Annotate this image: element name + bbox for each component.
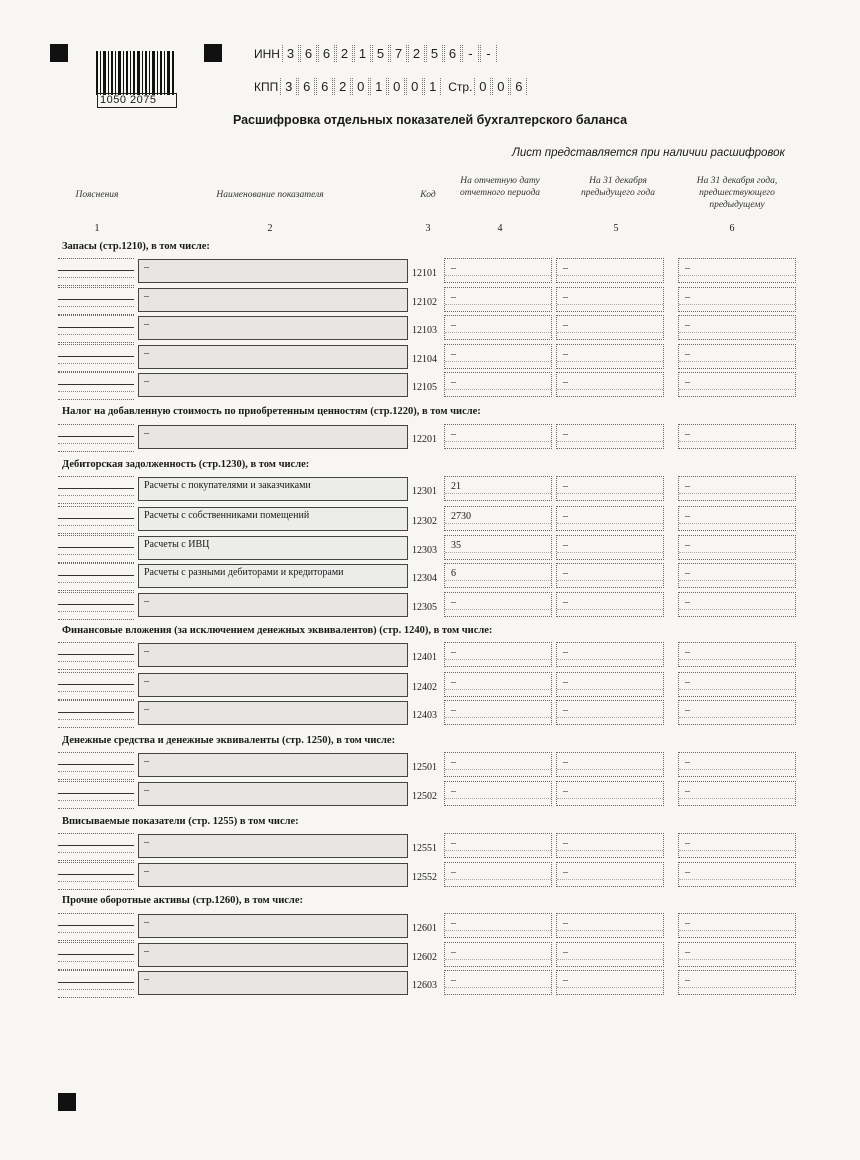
value-current[interactable]: –: [444, 700, 552, 725]
col-num-1: 1: [94, 223, 100, 234]
explanation-field[interactable]: [58, 535, 134, 563]
value-pre-prev-year[interactable]: –: [678, 672, 796, 697]
value-pre-prev-year[interactable]: –: [678, 700, 796, 725]
value-pre-prev-year[interactable]: –: [678, 372, 796, 397]
table-row: [58, 476, 798, 504]
explanation-field[interactable]: [58, 862, 134, 890]
value-pre-prev-year[interactable]: –: [678, 535, 796, 560]
table-row: [58, 563, 798, 591]
table-row: [58, 862, 798, 890]
row-code: 12501: [412, 762, 437, 773]
value-prev-year[interactable]: –: [556, 592, 664, 617]
value-pre-prev-year[interactable]: –: [678, 942, 796, 967]
table-row: [58, 592, 798, 620]
digit-cell: 0: [388, 78, 405, 95]
value-prev-year[interactable]: –: [556, 563, 664, 588]
table-row: [58, 970, 798, 998]
digit-cell: 3: [282, 45, 299, 62]
table-row: [58, 315, 798, 343]
value-prev-year[interactable]: –: [556, 642, 664, 667]
value-current[interactable]: –: [444, 315, 552, 340]
digit-cell: 5: [372, 45, 389, 62]
digit-cell: 1: [424, 78, 441, 95]
section-title: Запасы (стр.1210), в том числе:: [62, 241, 210, 252]
value-current[interactable]: 2730: [444, 506, 552, 531]
row-code: 12305: [412, 602, 437, 613]
value-current[interactable]: 21: [444, 476, 552, 501]
indicator-name[interactable]: Расчеты с ИВЦ: [138, 536, 408, 560]
indicator-name[interactable]: –: [138, 593, 408, 617]
table-row: [58, 781, 798, 809]
digit-cell: 6: [316, 78, 333, 95]
table-row: [58, 672, 798, 700]
explanation-field[interactable]: [58, 942, 134, 970]
row-code: 12201: [412, 434, 437, 445]
digit-cell: 0: [474, 78, 491, 95]
row-code: 12602: [412, 952, 437, 963]
explanation-field[interactable]: [58, 424, 134, 452]
digit-cell: 7: [390, 45, 407, 62]
explanation-field[interactable]: [58, 970, 134, 998]
indicator-name[interactable]: –: [138, 673, 408, 697]
value-prev-year[interactable]: –: [556, 258, 664, 283]
digit-cell: -: [462, 45, 479, 62]
table-row: [58, 913, 798, 941]
value-pre-prev-year[interactable]: –: [678, 344, 796, 369]
value-prev-year[interactable]: –: [556, 913, 664, 938]
row-code: 12101: [412, 268, 437, 279]
value-current[interactable]: –: [444, 344, 552, 369]
value-prev-year[interactable]: –: [556, 506, 664, 531]
value-pre-prev-year[interactable]: –: [678, 833, 796, 858]
value-current[interactable]: 35: [444, 535, 552, 560]
sheet-note: Лист представляется при наличии расшифровок: [512, 147, 785, 159]
value-current[interactable]: –: [444, 752, 552, 777]
value-pre-prev-year[interactable]: –: [678, 424, 796, 449]
digit-cell: -: [480, 45, 497, 62]
value-prev-year[interactable]: –: [556, 344, 664, 369]
indicator-name[interactable]: –: [138, 288, 408, 312]
value-pre-prev-year[interactable]: –: [678, 563, 796, 588]
indicator-name[interactable]: –: [138, 701, 408, 725]
digit-cell: 3: [280, 78, 297, 95]
digit-cell: 6: [298, 78, 315, 95]
page-label: Стр.: [448, 79, 473, 94]
page-digits: [474, 78, 528, 95]
row-code: 12552: [412, 872, 437, 883]
value-prev-year[interactable]: –: [556, 970, 664, 995]
value-prev-year[interactable]: –: [556, 535, 664, 560]
indicator-name[interactable]: –: [138, 425, 408, 449]
row-code: 12304: [412, 573, 437, 584]
section-title: Финансовые вложения (за исключением денежных эквивалентов) (стр. 1240), в том числе:: [62, 625, 493, 636]
explanation-field[interactable]: [58, 344, 134, 372]
page-title: Расшифровка отдельных показателей бухгалтерского баланса: [232, 113, 628, 127]
table-row: [58, 752, 798, 780]
indicator-name[interactable]: –: [138, 345, 408, 369]
explanation-field[interactable]: [58, 287, 134, 315]
corner-marker-bottom-left: [58, 1093, 76, 1111]
digit-cell: 2: [336, 45, 353, 62]
value-prev-year[interactable]: –: [556, 424, 664, 449]
value-pre-prev-year[interactable]: –: [678, 506, 796, 531]
value-pre-prev-year[interactable]: –: [678, 592, 796, 617]
row-code: 12401: [412, 652, 437, 663]
value-current[interactable]: –: [444, 942, 552, 967]
table-row: [58, 424, 798, 452]
explanation-field[interactable]: [58, 372, 134, 400]
value-pre-prev-year[interactable]: –: [678, 862, 796, 887]
explanation-field[interactable]: [58, 258, 134, 286]
row-code: 12104: [412, 354, 437, 365]
row-code: 12502: [412, 791, 437, 802]
value-current[interactable]: –: [444, 258, 552, 283]
indicator-name[interactable]: –: [138, 863, 408, 887]
digit-cell: 1: [370, 78, 387, 95]
value-prev-year[interactable]: –: [556, 862, 664, 887]
explanation-field[interactable]: [58, 913, 134, 941]
digit-cell: 6: [444, 45, 461, 62]
digit-cell: 6: [318, 45, 335, 62]
kpp-row: [254, 78, 528, 95]
value-pre-prev-year[interactable]: –: [678, 315, 796, 340]
digit-cell: 5: [426, 45, 443, 62]
value-current[interactable]: –: [444, 592, 552, 617]
corner-marker-top-left: [50, 44, 68, 62]
table-row: [58, 642, 798, 670]
table-row: [58, 287, 798, 315]
inn-row: [254, 45, 498, 62]
section-title: Вписываемые показатели (стр. 1255) в том числе:: [62, 816, 299, 827]
inn-label: ИНН: [254, 46, 280, 61]
table-row: [58, 372, 798, 400]
indicator-name[interactable]: –: [138, 316, 408, 340]
explanation-field[interactable]: [58, 833, 134, 861]
value-current[interactable]: –: [444, 781, 552, 806]
table-row: [58, 258, 798, 286]
indicator-name[interactable]: –: [138, 914, 408, 938]
inn-digits: [282, 45, 498, 62]
col-num-4: 4: [497, 223, 503, 234]
indicator-name[interactable]: –: [138, 943, 408, 967]
explanation-field[interactable]: [58, 476, 134, 504]
col-num-2: 2: [267, 223, 273, 234]
value-current[interactable]: –: [444, 970, 552, 995]
col-header-pre-prev-year: На 31 декабря года, предшествующего предыдущему: [696, 176, 778, 210]
digit-cell: 6: [300, 45, 317, 62]
indicator-name[interactable]: –: [138, 373, 408, 397]
row-code: 12551: [412, 843, 437, 854]
indicator-name[interactable]: –: [138, 834, 408, 858]
row-code: 12603: [412, 980, 437, 991]
row-code: 12103: [412, 325, 437, 336]
row-code: 12402: [412, 682, 437, 693]
value-current[interactable]: 6: [444, 563, 552, 588]
value-current[interactable]: –: [444, 833, 552, 858]
digit-cell: 0: [492, 78, 509, 95]
explanation-field[interactable]: [58, 506, 134, 534]
value-prev-year[interactable]: –: [556, 476, 664, 501]
value-pre-prev-year[interactable]: –: [678, 781, 796, 806]
value-prev-year[interactable]: –: [556, 833, 664, 858]
section-title: Дебиторская задолженность (стр.1230), в том числе:: [62, 459, 310, 470]
indicator-name[interactable]: Расчеты с покупателями и заказчиками: [138, 477, 408, 501]
col-header-name: Наименование показателя: [216, 190, 324, 200]
digit-cell: 2: [408, 45, 425, 62]
indicator-name[interactable]: –: [138, 643, 408, 667]
barcode: [96, 48, 176, 98]
value-current[interactable]: –: [444, 642, 552, 667]
value-current[interactable]: –: [444, 913, 552, 938]
indicator-name[interactable]: –: [138, 971, 408, 995]
value-prev-year[interactable]: –: [556, 287, 664, 312]
col-num-5: 5: [613, 223, 619, 234]
explanation-field[interactable]: [58, 781, 134, 809]
col-header-prev-year: На 31 декабря предыдущего года: [581, 176, 655, 198]
explanation-field[interactable]: [58, 672, 134, 700]
digit-cell: 1: [354, 45, 371, 62]
row-code: 12303: [412, 545, 437, 556]
value-pre-prev-year[interactable]: –: [678, 258, 796, 283]
value-current[interactable]: –: [444, 862, 552, 887]
col-num-6: 6: [729, 223, 735, 234]
table-row: [58, 942, 798, 970]
explanation-field[interactable]: [58, 642, 134, 670]
indicator-name[interactable]: –: [138, 782, 408, 806]
value-prev-year[interactable]: –: [556, 752, 664, 777]
value-prev-year[interactable]: –: [556, 315, 664, 340]
section-title: Прочие оборотные активы (стр.1260), в том числе:: [62, 895, 303, 906]
value-current[interactable]: –: [444, 372, 552, 397]
indicator-name[interactable]: –: [138, 259, 408, 283]
value-current[interactable]: –: [444, 287, 552, 312]
row-code: 12105: [412, 382, 437, 393]
col-header-explanations: Пояснения: [75, 190, 119, 200]
value-prev-year[interactable]: –: [556, 672, 664, 697]
value-pre-prev-year[interactable]: –: [678, 476, 796, 501]
value-pre-prev-year[interactable]: –: [678, 913, 796, 938]
table-row: [58, 506, 798, 534]
value-current[interactable]: –: [444, 424, 552, 449]
corner-marker-top-right: [204, 44, 222, 62]
table-row: [58, 833, 798, 861]
col-header-current: На отчетную дату отчетного периода: [459, 176, 541, 198]
explanation-field[interactable]: [58, 563, 134, 591]
value-prev-year[interactable]: –: [556, 781, 664, 806]
barcode-number: 1050 2075: [97, 93, 177, 108]
col-num-3: 3: [425, 223, 431, 234]
indicator-name[interactable]: Расчеты с собственниками помещений: [138, 507, 408, 531]
digit-cell: 0: [406, 78, 423, 95]
explanation-field[interactable]: [58, 752, 134, 780]
indicator-name[interactable]: Расчеты с разными дебиторами и кредиторами: [138, 564, 408, 588]
kpp-label: КПП: [254, 79, 279, 94]
kpp-digits: [280, 78, 442, 95]
row-code: 12301: [412, 486, 437, 497]
value-pre-prev-year[interactable]: –: [678, 287, 796, 312]
table-row: [58, 344, 798, 372]
digit-cell: 6: [510, 78, 527, 95]
value-pre-prev-year[interactable]: –: [678, 642, 796, 667]
value-pre-prev-year[interactable]: –: [678, 970, 796, 995]
section-title: Денежные средства и денежные эквиваленты (стр. 1250), в том числе:: [62, 735, 396, 746]
value-current[interactable]: –: [444, 672, 552, 697]
explanation-field[interactable]: [58, 315, 134, 343]
section-title: Налог на добавленную стоимость по приобретенным ценностям (стр.1220), в том числе:: [62, 406, 481, 417]
row-code: 12302: [412, 516, 437, 527]
value-prev-year[interactable]: –: [556, 942, 664, 967]
table-row: [58, 700, 798, 728]
explanation-field[interactable]: [58, 700, 134, 728]
col-header-code: Код: [420, 190, 436, 200]
row-code: 12102: [412, 297, 437, 308]
digit-cell: 2: [334, 78, 351, 95]
row-code: 12403: [412, 710, 437, 721]
row-code: 12601: [412, 923, 437, 934]
explanation-field[interactable]: [58, 592, 134, 620]
value-prev-year[interactable]: –: [556, 372, 664, 397]
value-prev-year[interactable]: –: [556, 700, 664, 725]
digit-cell: 0: [352, 78, 369, 95]
value-pre-prev-year[interactable]: –: [678, 752, 796, 777]
indicator-name[interactable]: –: [138, 753, 408, 777]
table-row: [58, 535, 798, 563]
